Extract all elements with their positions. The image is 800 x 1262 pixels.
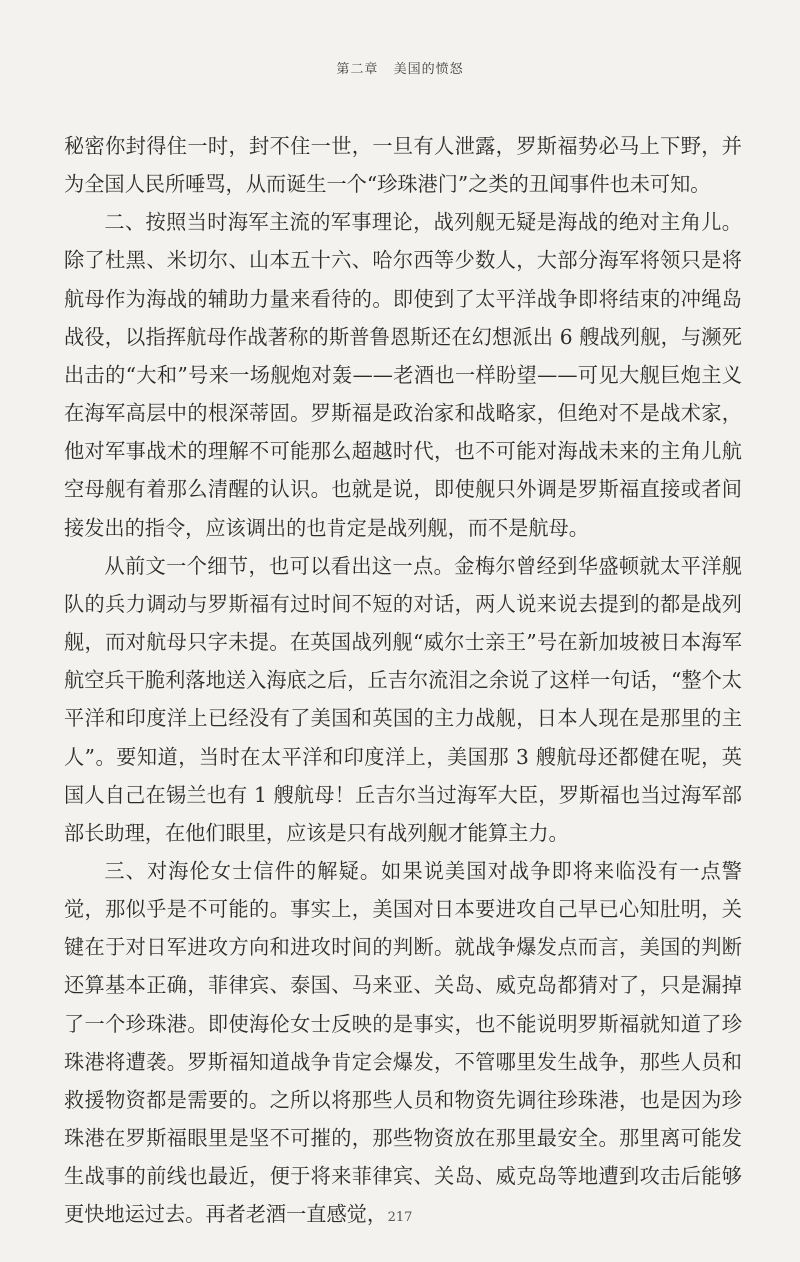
paragraph-continuation: 秘密你封得住一时，封不住一世，一旦有人泄露，罗斯福势必马上下野，并为全国人民所唾骂，从而诞生一个“珍珠港门”之类的丑闻事件也未可知。 [64,134,742,197]
running-header [0,58,800,77]
page-body [64,127,742,1234]
page-number: 217 [387,1210,413,1225]
paragraph-point-three: 三、对海伦女士信件的解疑。如果说美国对战争即将来临没有一点警觉，那似乎是不可能的。事实上，美国对日本要进攻自己早已心知肚明，关键在于对日军进攻方向和进攻时间的判断。就战争爆发点而言，美国的判断还算基本正确，菲律宾、泰国、马来亚、关岛、威克岛都猜对了，只是漏掉了一个珍珠港。即使海伦女士反映的是事实，也不能说明罗斯福就知道了珍珠港将遭袭。罗斯福知道战争肯定会爆发，不管哪里发生战争，那些人员和救援物资都是需要的。之所以将那些人员和物资先调往珍珠港，也是因为珍珠港在罗斯福眼里是坚不可摧的，那些物资放在那里最安全。那里离可能发生战事的前线也最近，便于将来菲律宾、关岛、威克岛等地遭到攻击后能够更快地运过去。再者老酒一直感觉， [64,858,742,1227]
chapter-number: 第二章 [336,62,379,77]
paragraph-detail: 从前文一个细节，也可以看出这一点。金梅尔曾经到华盛顿就太平洋舰队的兵力调动与罗斯福有过时间不短的对话，两人说来说去提到的都是战列舰，而对航母只字未提。在英国战列舰“威尔士亲王”号在新加坡被日本海军航空兵干脆利落地送入海底之后，丘吉尔流泪之余说了这样一句话，“整个太平洋和印度洋上已经没有了美国和英国的主力战舰，日本人现在是那里的主人”。要知道，当时在太平洋和印度洋上，美国那 3 艘航母还都健在呢，英国人自己在锡兰也有 1 艘航母！丘吉尔当过海军大臣，罗斯福也当过海军部部长助理，在他们眼里，应该是只有战列舰才能算主力。 [64,553,742,845]
paragraph-point-two: 二、按照当时海军主流的军事理论，战列舰无疑是海战的绝对主角儿。除了杜黑、米切尔、山本五十六、哈尔西等少数人，大部分海军将领只是将航母作为海战的辅助力量来看待的。即使到了太平洋战争即将结束的冲绳岛战役，以指挥航母作战著称的斯普鲁恩斯还在幻想派出 6 艘战列舰，与濒死出击的“大和”号来一场舰炮对轰——老酒也一样盼望——可见大舰巨炮主义在海军高层中的根深蒂固。罗斯福是政治家和战略家，但绝对不是战术家，他对军事战术的理解不可能那么超越时代，也不可能对海战未来的主角儿航空母舰有着那么清醒的认识。也就是说，即使舰只外调是罗斯福直接或者间接发出的指令，应该调出的也肯定是战列舰，而不是航母。 [64,210,742,540]
chapter-title: 美国的愤怒 [393,62,464,77]
